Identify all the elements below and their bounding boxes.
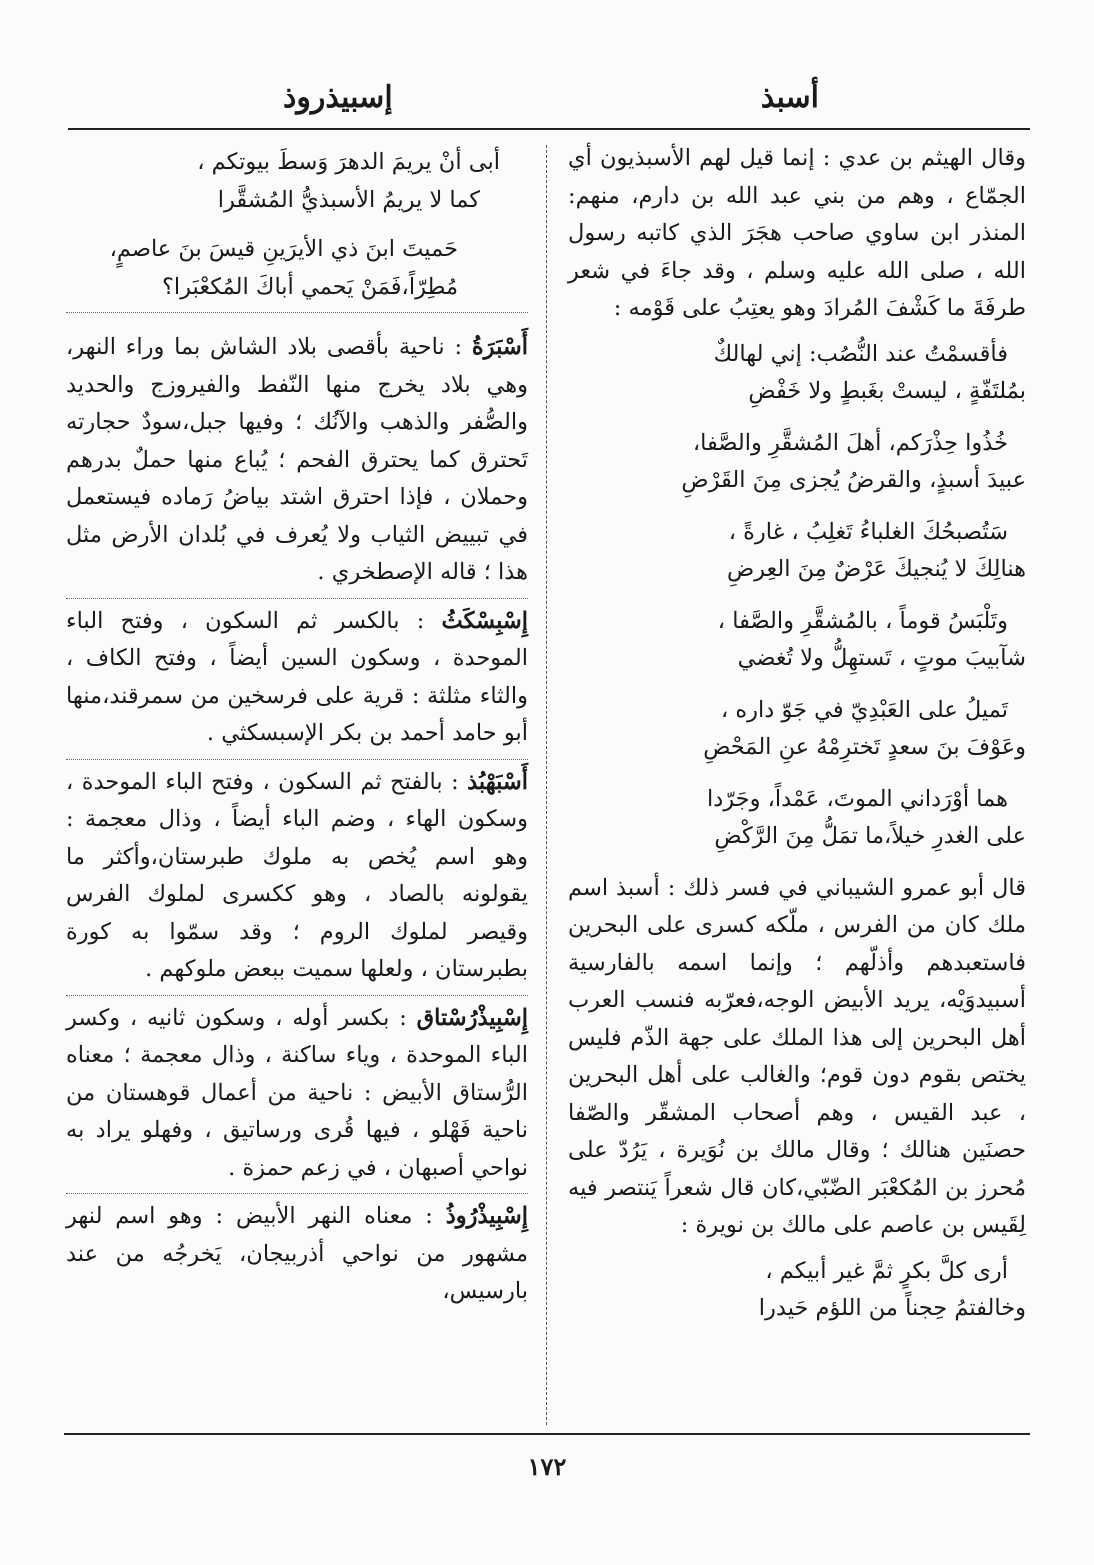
- hemistich: هما أوْرَداني الموتَ، عَمْداً، وجَرّدا: [706, 785, 1008, 812]
- hemistich: سَتُصبحُكَ الغلباءُ تَغلِبُ ، غارةً ،: [728, 518, 1008, 545]
- hemistich: وعَوْفَ بنَ سعدٍ تَخترِمْهُ عنِ المَحْضِ: [703, 734, 1026, 760]
- hemistich: أبى أنْ يريمَ الدهرَ وَسطَ بيوتكم ،: [197, 149, 500, 175]
- hemistich: عبيدَ أسبذٍ، والقرضُ يُجزى مِنَ القَرْضِ: [681, 467, 1026, 493]
- intro-paragraph: وقال الهيثم بن عدي : إنما قيل لهم الأسبذيون أي الجمّاع ، وهم من بني عبد الله بن دارم، منهم: المنذر ابن ساوي صاحب هجَرَ الذي كاتبه رسول الله ، صلى الله عليه وسلم ، وقد جاءَ في شعر طرفَةَ ما كَشْفَ المُرادَ وهو يعتِبُ على قَوْمه :: [568, 145, 1026, 321]
- hemistich: بمُلتَفّةٍ ، ليستْ بغَبطٍ ولا خَفْضِ: [748, 378, 1026, 404]
- verse: [568, 603, 1026, 678]
- entry-headword: إِسْبِيذْرُوذُ: [445, 1203, 528, 1229]
- left-column: [66, 140, 528, 1317]
- running-header-left: إسبيذروذ: [283, 80, 393, 115]
- verse: [568, 425, 1026, 500]
- verse: [66, 144, 528, 219]
- entry-text: : بالكسر ثم السكون ، وفتح الباء الموحدة ، وسكون السين أيضاً ، وفتح الكاف ، والثاء مثلثة : قرية على فرسخين من سمرقند،منها أبو حامد أحمد بن بكر الإسبسكثي .: [66, 607, 528, 746]
- hemistich: كما لا يريمُ الأسبذيُّ المُشقَّرا: [217, 186, 480, 213]
- verse: [66, 231, 528, 313]
- entry-text: : بكسر أوله ، وسكون ثانيه ، وكسر الباء الموحدة ، وياء ساكنة ، وذال معجمة ؛ معناه الرُّستاق الأبيض : ناحية من أعمال قوهستان من ناحية فَهْلو ، فيها قُرى ورساتيق ، وفهلو يراد به نواحي أصبهان ، في زعم حمزة .: [66, 1004, 528, 1181]
- hemistich: هنالِكَ لا يُنجيكَ عَرْضٌ مِنَ العِرضِ: [726, 556, 1026, 582]
- hemistich: وخالفتمُ حِجناً من اللؤم حَيدرا: [758, 1295, 1026, 1321]
- hemistich: مُطِرّاً،فَمَنْ يَحمي أباكَ المُكعْبَرا؟: [161, 273, 458, 300]
- entry-headword: أَسْبَهْبُذ: [467, 768, 528, 795]
- dictionary-entry: [66, 325, 528, 599]
- verse: [568, 1253, 1026, 1328]
- commentary-paragraph: قال أبو عمرو الشيباني في فسر ذلك : أسبذ اسم ملك كان من الفرس ، ملّكه كسرى على البحرين فاستعبدهم وأذلّهم ؛ وإنما اسمه بالفارسية أسبيدوَيْه، يريد الأبيض الوجه،فعرّبه فنسب العرب أهل البحرين إلى هذا الملك على جهة الذّم فليس يختص بقوم دون قوم؛ والغالب على أهل البحرين ، عبد القيس ، وهم أصحاب المشقّر والصّفا حصنَين هنالك ؛ وقال مالك بن نُوَيرة ، يَرُدّ على مُحرز بن المُكعْبَر الضّبّي،كان قال شعراً يَنتصر فيه لِقَيس بن عاصم على مالك بن نويرة :: [568, 874, 1026, 1238]
- page-number: ١٧٢: [527, 1452, 567, 1481]
- footer-rule: [64, 1433, 1030, 1435]
- dictionary-entry: [66, 1194, 528, 1317]
- dictionary-entry: [66, 599, 528, 760]
- entry-text: : بالفتح ثم السكون ، وفتح الباء الموحدة ، وسكون الهاء ، وضم الباء أيضاً ، وذال معجمة : وهو اسم يُخص به ملوك طبرستان،وأكثر ما يقولونه بالصاد ، وهو ككسرى لملوك الفرس وقيصر لملوك الروم ؛ وقد سمّوا به كورة بطبرستان ، ولعلها سميت ببعض ملوكهم .: [66, 768, 528, 982]
- hemistich: حَميتَ ابنَ ذي الأيرَينِ قيسَ بنَ عاصمٍ،: [109, 236, 458, 262]
- entry-headword: أَسْبَرَةُ: [471, 334, 528, 360]
- running-header-right: أسبذ: [760, 80, 819, 115]
- hemistich: فأقسمْتُ عند النُّصُب: إني لهالكٌ: [713, 340, 1008, 367]
- hemistich: على الغدرِ خيلاً،ما تمَلُّ مِنَ الرَّكْضِ: [714, 823, 1026, 849]
- verse: [568, 692, 1026, 767]
- entry-text: : ناحية بأقصى بلاد الشاش بما وراء النهر، وهي بلاد يخرج منها النّفط والفيروزج والحديد والصُّفر والذهب والآنُك ؛ وفيها جبل،سودٌ حجارته تَحترق كما يحترق الفحم ؛ يُباع منها حملٌ بدرهم وحملان ، فإذا احترق اشتد بياضُ رَماده فيستعمل في تبييض الثياب ولا يُعرف في بُلدان الأرض مثل هذا ؛ قاله الإصطخري .: [66, 334, 528, 585]
- entry-text: : معناه النهر الأبيض : وهو اسم لنهر مشهور من نواحي أذربيجان، يَخرجُه من عند بارسيس،: [66, 1203, 528, 1304]
- hemistich: وتَلْبَسُ قوماً ، بالمُشقَّرِ والصَّفا ،: [717, 607, 1008, 634]
- entry-headword: إِسْبِيذْرُسْتاق: [416, 1004, 528, 1031]
- hemistich: أرى كلَّ بكرٍ ثمَّ غير أبيكم ،: [765, 1257, 1008, 1284]
- hemistich: شآبيبَ موتٍ ، تَستهِلُّ ولا تُغضي: [737, 645, 1026, 671]
- dictionary-entry: [66, 996, 528, 1195]
- verse: [568, 514, 1026, 589]
- header-rule: [68, 128, 1030, 130]
- dictionary-entry: [66, 760, 528, 996]
- hemistich: خُذُوا حِذْرَكم، أهلَ المُشقَّرِ والصَّفا،: [692, 429, 1008, 456]
- verse: [568, 336, 1026, 411]
- verse: [568, 781, 1026, 856]
- right-column: [568, 140, 1026, 1342]
- hemistich: تَميلُ على العَبْدِيّ في جَوّ داره ،: [720, 696, 1008, 723]
- column-divider: [546, 145, 547, 1425]
- entry-headword: إِسْبِسْكَثُ: [441, 607, 528, 634]
